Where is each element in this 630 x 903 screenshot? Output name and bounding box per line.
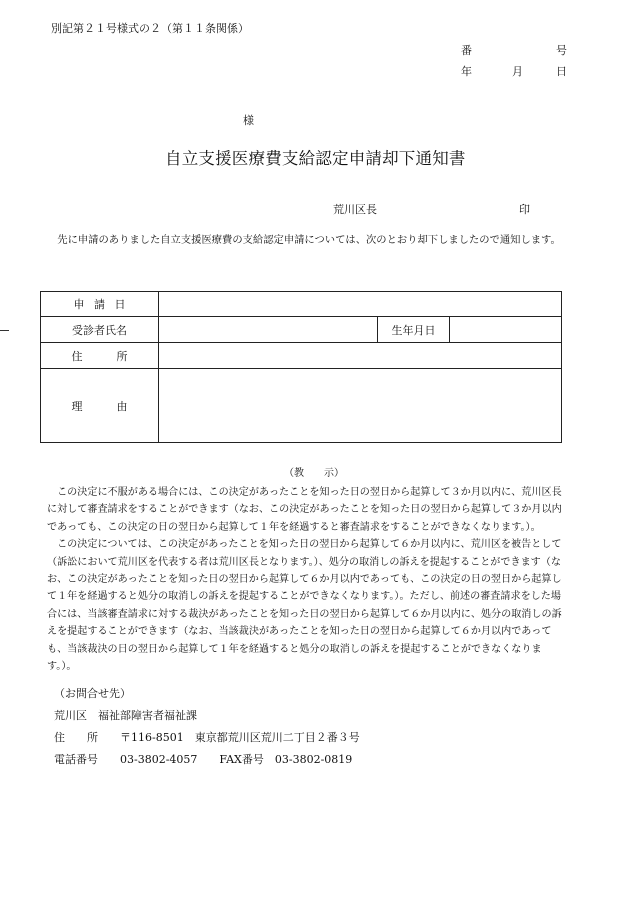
reason-label: 理 由	[41, 369, 159, 443]
notice-paragraph-1: この決定に不服がある場合には、この決定があったことを知った日の翌日から起算して３か月以内に、荒川区長に対して審査請求をすることができます（なお、この決定があったことを知った日の翌日から起算して３か月以内であっても、この決定の日の翌日から起算して１年を経過すると審査請求をすることができなくなります。）。	[47, 487, 562, 533]
month-label: 月	[512, 65, 523, 78]
application-table	[40, 291, 562, 443]
seal-mark: 印	[519, 203, 530, 216]
application-date-label: 申 請 日	[41, 292, 159, 317]
form-label: 別記第２１号様式の２（第１１条関係）	[51, 22, 249, 35]
application-date-field	[159, 292, 562, 317]
notice-heading: （教 示）	[284, 468, 344, 479]
intro-paragraph: 先に申請のありました自立支援医療費の支給認定申請については、次のとおり却下しましたので通知します。	[57, 234, 561, 246]
notice-body	[47, 484, 569, 675]
contact-phone: 電話番号 03-3802-4057 FAX番号 03-3802-0819	[54, 753, 353, 766]
document-title: 自立支援医療費支給認定申請却下通知書	[165, 149, 466, 168]
address-label: 住 所	[41, 343, 159, 369]
patient-name-label: 受診者氏名	[41, 317, 159, 343]
notice-paragraph-2: この決定については、この決定があったことを知った日の翌日から起算して６か月以内に、荒川区を被告として（訴訟において荒川区を代表する者は荒川区長となります。）、処分の取消しの訴えを提起することができます（なお、この決定があったことを知った日の翌日から起算して６か月以内であっても、この決定の日の翌日から起算して１年を経過すると処分の取消しの訴えを提起することができなくなります。）。ただし、前述の審査請求をした場合には、当該審査請求に対する裁決があったことを知った日の翌日から起算して６か月以内に、処分の取消しの訴えを提起することができます（なお、当該裁決があったことを知った日の翌日から起算して６か月以内であっても、当該裁決の日の翌日から起算して１年を経過すると処分の取消しの訴えを提起することができなくなります。）。	[47, 539, 562, 673]
birth-date-label: 生年月日	[378, 317, 450, 343]
year-label: 年	[461, 65, 472, 78]
birth-date-field	[450, 317, 562, 343]
contact-address: 住 所 〒116-8501 東京都荒川区荒川二丁目２番３号	[54, 731, 360, 744]
day-label: 日	[556, 65, 567, 78]
margin-mark	[0, 330, 9, 331]
contact-department: 荒川区 福祉部障害者福祉課	[54, 709, 197, 722]
reason-field	[159, 369, 562, 443]
number-label-right: 号	[556, 44, 567, 57]
patient-name-field	[159, 317, 378, 343]
contact-heading: （お問合せ先）	[54, 687, 131, 700]
issuer-name: 荒川区長	[333, 203, 377, 216]
addressee-suffix: 様	[243, 114, 254, 127]
address-field	[159, 343, 562, 369]
number-label-left: 番	[461, 44, 472, 57]
